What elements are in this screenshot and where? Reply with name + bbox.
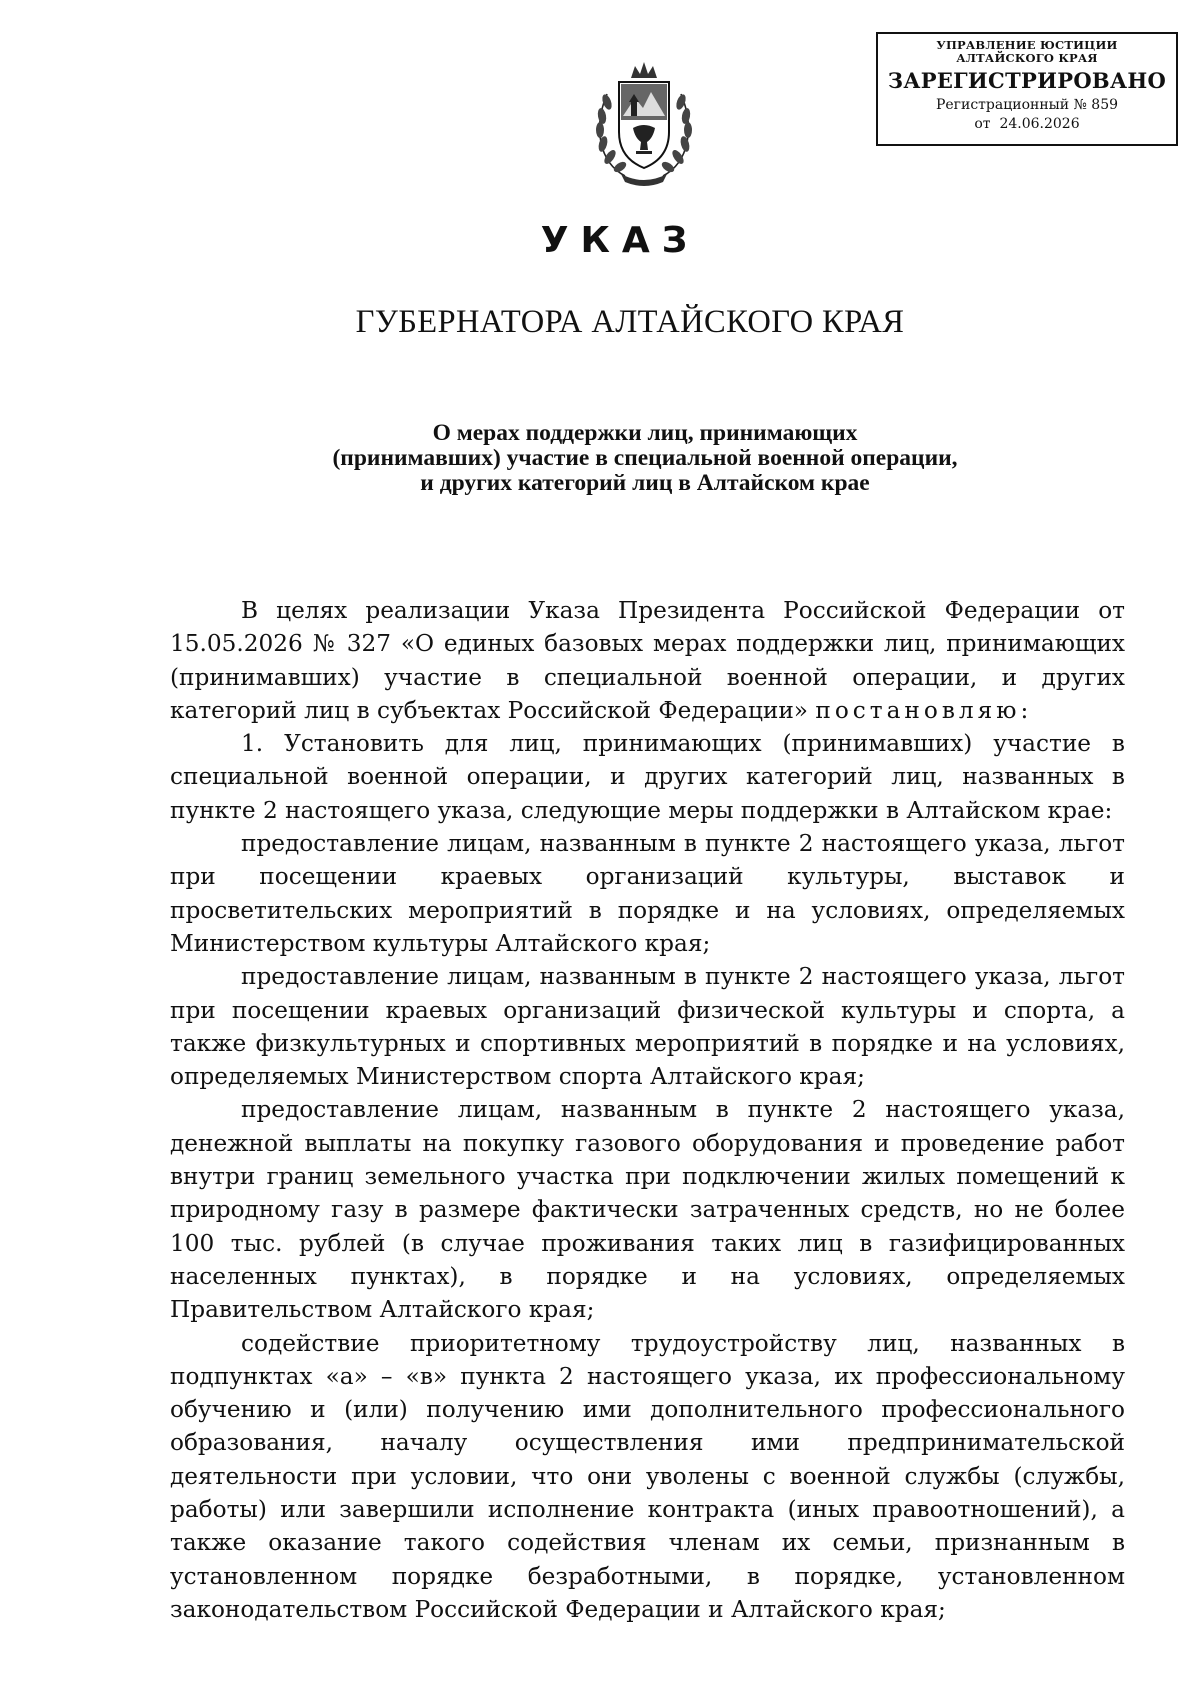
paragraph-gas-payment: предоставление лицам, названным в пункте 2 настоящего указа, денежной выплаты на покупку газового оборудования и проведение работ внутри границ земельного участка при подключении жилых помещений к природному газу в размере фактически затраченных средств, но не более 100 тыс. рублей (в случае проживания таких лиц в газифицированных населенных пунктах), в порядке и на условиях, определяемых Правительством Алтайского края; xyxy=(170,1096,1125,1324)
stamp-status: ЗАРЕГИСТРИРОВАНО xyxy=(887,68,1167,93)
registration-stamp xyxy=(876,32,1178,146)
decree-word: постановляю: xyxy=(815,696,1033,724)
paragraph-culture-benefits: предоставление лицам, названным в пункте 2 настоящего указа, льгот при посещении краевых организаций культуры, выставок и просветительских мероприятий в порядке и на условиях, определяемых Министерством культуры Алтайского края; xyxy=(170,830,1125,957)
preamble-paragraph xyxy=(170,594,1125,727)
stamp-org-line-2: АЛТАЙСКОГО КРАЯ xyxy=(956,51,1098,65)
subject-line-3: и других категорий лиц в Алтайском крае xyxy=(420,470,870,496)
subject-line-2: (принимавших) участие в специальной военной операции, xyxy=(332,445,958,471)
stamp-org-line-1: УПРАВЛЕНИЕ ЮСТИЦИИ xyxy=(936,38,1118,52)
paragraph-employment-assistance: содействие приоритетному трудоустройству лиц, названных в подпунктах «а» – «в» пункта 2 настоящего указа, их профессиональному обучению и (или) получению ими дополнительного профессионального образования, началу осуществления ими предпринимательской деятельности при условии, что они уволены с военной службы (службы, работы) или завершили исполнение контракта (иных правоотношений), а также оказание такого содействия членам их семьи, признанным в установленном порядке безработными, в порядке, установленном законодательством Российской Федерации и Алтайского края; xyxy=(170,1329,1125,1623)
paragraph-1: 1. Установить для лиц, принимающих (принимавших) участие в специальной военной операции, и других категорий лиц, названных в пункте 2 настоящего указа, следующие меры поддержки в Алтайском крае: xyxy=(170,730,1125,824)
stamp-reg-number: Регистрационный № 859 xyxy=(935,97,1119,113)
coat-of-arms-icon xyxy=(585,58,703,188)
document-subject xyxy=(200,421,1090,496)
preamble-text: В целях реализации Указа Президента Российской Федерации от 15.05.2026 № 327 «О единых базовых мерах поддержки лиц, принимающих (принимавших) участие в специальной военной операции, и других категорий лиц в субъектах Российской Федерации» xyxy=(170,597,1125,724)
stamp-reg-date: от 24.06.2026 xyxy=(974,116,1080,132)
document-body xyxy=(170,594,1125,1626)
subject-line-1: О мерах поддержки лиц, принимающих xyxy=(432,420,858,446)
issuer-title: ГУБЕРНАТОРА АЛТАЙСКОГО КРАЯ xyxy=(355,304,905,340)
stamp-organization xyxy=(878,39,1176,65)
paragraph-sport-benefits: предоставление лицам, названным в пункте 2 настоящего указа, льгот при посещении краевых организаций физической культуры и спорта, а также физкультурных и спортивных мероприятий в порядке и на условиях, определяемых Министерством спорта Алтайского края; xyxy=(170,963,1125,1091)
document-type-title: УКАЗ xyxy=(540,220,700,261)
